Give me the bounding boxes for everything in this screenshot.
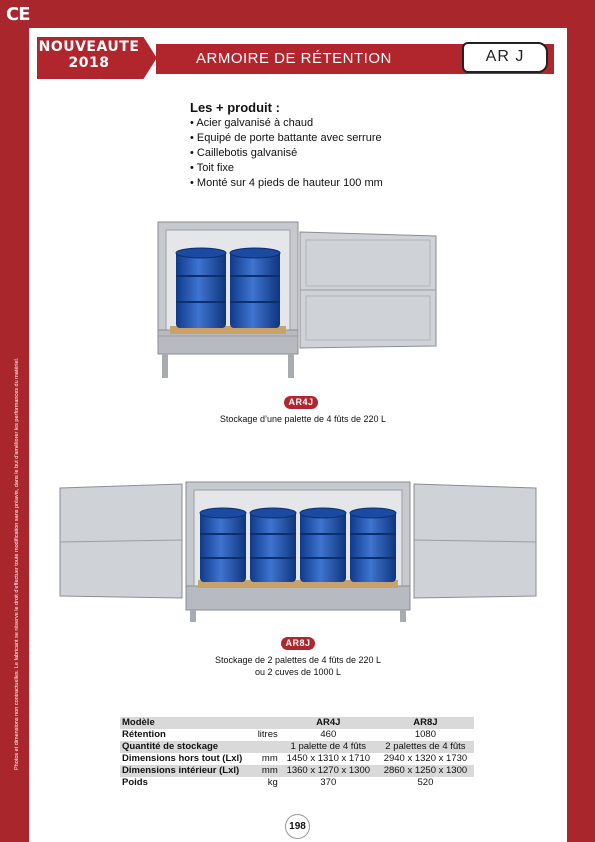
feature-item: • Toit fixe <box>190 161 383 176</box>
table-row <box>120 729 474 741</box>
table-cell: 2 palettes de 4 fûts <box>377 741 474 753</box>
table-cell: litres <box>257 729 278 740</box>
product-caption-ar4j <box>170 413 436 425</box>
badge-text <box>38 39 140 71</box>
table-cell: Quantité de stockage <box>120 741 254 753</box>
badge-line1: NOUVEAUTE <box>38 39 140 55</box>
table-row <box>120 741 474 753</box>
page-title: ARMOIRE DE RÉTENTION <box>196 50 392 67</box>
table-cell: 1450 x 1310 x 1710 <box>286 753 371 764</box>
ce-mark: CE <box>6 4 30 25</box>
table-cell: mm <box>254 765 280 777</box>
table-cell <box>254 717 280 729</box>
right-red-band <box>569 0 595 842</box>
table-cell: 460 <box>320 729 337 740</box>
table-cell: Modèle <box>120 717 254 729</box>
table-cell: 1360 x 1270 x 1300 <box>280 765 377 777</box>
drum-icon <box>300 508 346 582</box>
caption-line: Stockage de 2 palettes de 4 fûts de 220 L <box>214 655 382 665</box>
product-caption-ar8j <box>160 654 436 678</box>
drum-icon <box>230 248 280 328</box>
table-row <box>120 765 474 777</box>
table-cell: Dimensions hors tout (Lxl) <box>122 753 243 764</box>
table-cell: 2940 x 1320 x 1730 <box>383 753 468 764</box>
table-cell <box>254 741 280 753</box>
disclaimer-vertical: Photos et dimensions non contractuelles. Le fabricant se réserve le droit d'effectuer toute modification sans préavis, dans le but d'améliorer les performances du matériel. <box>14 357 20 770</box>
product-code: AR J <box>485 48 525 65</box>
badge-line2: 2018 <box>68 55 110 71</box>
product-tag-ar8j: AR8J <box>281 637 315 650</box>
table-cell: 1080 <box>414 729 436 740</box>
table-row <box>120 753 474 765</box>
table-cell: 520 <box>417 777 434 788</box>
drum-icon <box>200 508 246 582</box>
feature-item: • Acier galvanisé à chaud <box>190 116 383 131</box>
table-cell: 2860 x 1250 x 1300 <box>377 765 474 777</box>
features-list <box>190 116 383 191</box>
features-heading: Les + produit : <box>190 100 280 115</box>
features-block <box>190 100 383 191</box>
table-cell: AR8J <box>377 717 474 729</box>
ar8j-cabinet-image <box>58 480 538 625</box>
table-cell: 370 <box>320 777 337 788</box>
product-tag-ar4j: AR4J <box>284 396 318 409</box>
table-cell: Dimensions intérieur (Lxl) <box>120 765 254 777</box>
spec-table <box>120 717 474 789</box>
table-row <box>120 777 474 789</box>
feature-item: • Equipé de porte battante avec serrure <box>190 131 383 146</box>
table-header-row <box>120 717 474 729</box>
feature-item: • Caillebotis galvanisé <box>190 146 383 161</box>
table-cell: Rétention <box>122 729 166 740</box>
drum-icon <box>350 508 396 582</box>
table-cell: 1 palette de 4 fûts <box>280 741 377 753</box>
table-cell: mm <box>261 753 278 764</box>
drum-icon <box>176 248 226 328</box>
caption-line: Stockage d’une palette de 4 fûts de 220 L <box>219 414 387 424</box>
page-number: 198 <box>285 814 310 839</box>
feature-item: • Monté sur 4 pieds de hauteur 100 mm <box>190 176 383 191</box>
caption-line: ou 2 cuves de 1000 L <box>254 667 342 677</box>
table-cell: kg <box>267 777 278 788</box>
drum-icon <box>250 508 296 582</box>
ar4j-cabinet-image <box>150 218 442 383</box>
table-cell: AR4J <box>280 717 377 729</box>
table-cell: Poids <box>122 777 148 788</box>
